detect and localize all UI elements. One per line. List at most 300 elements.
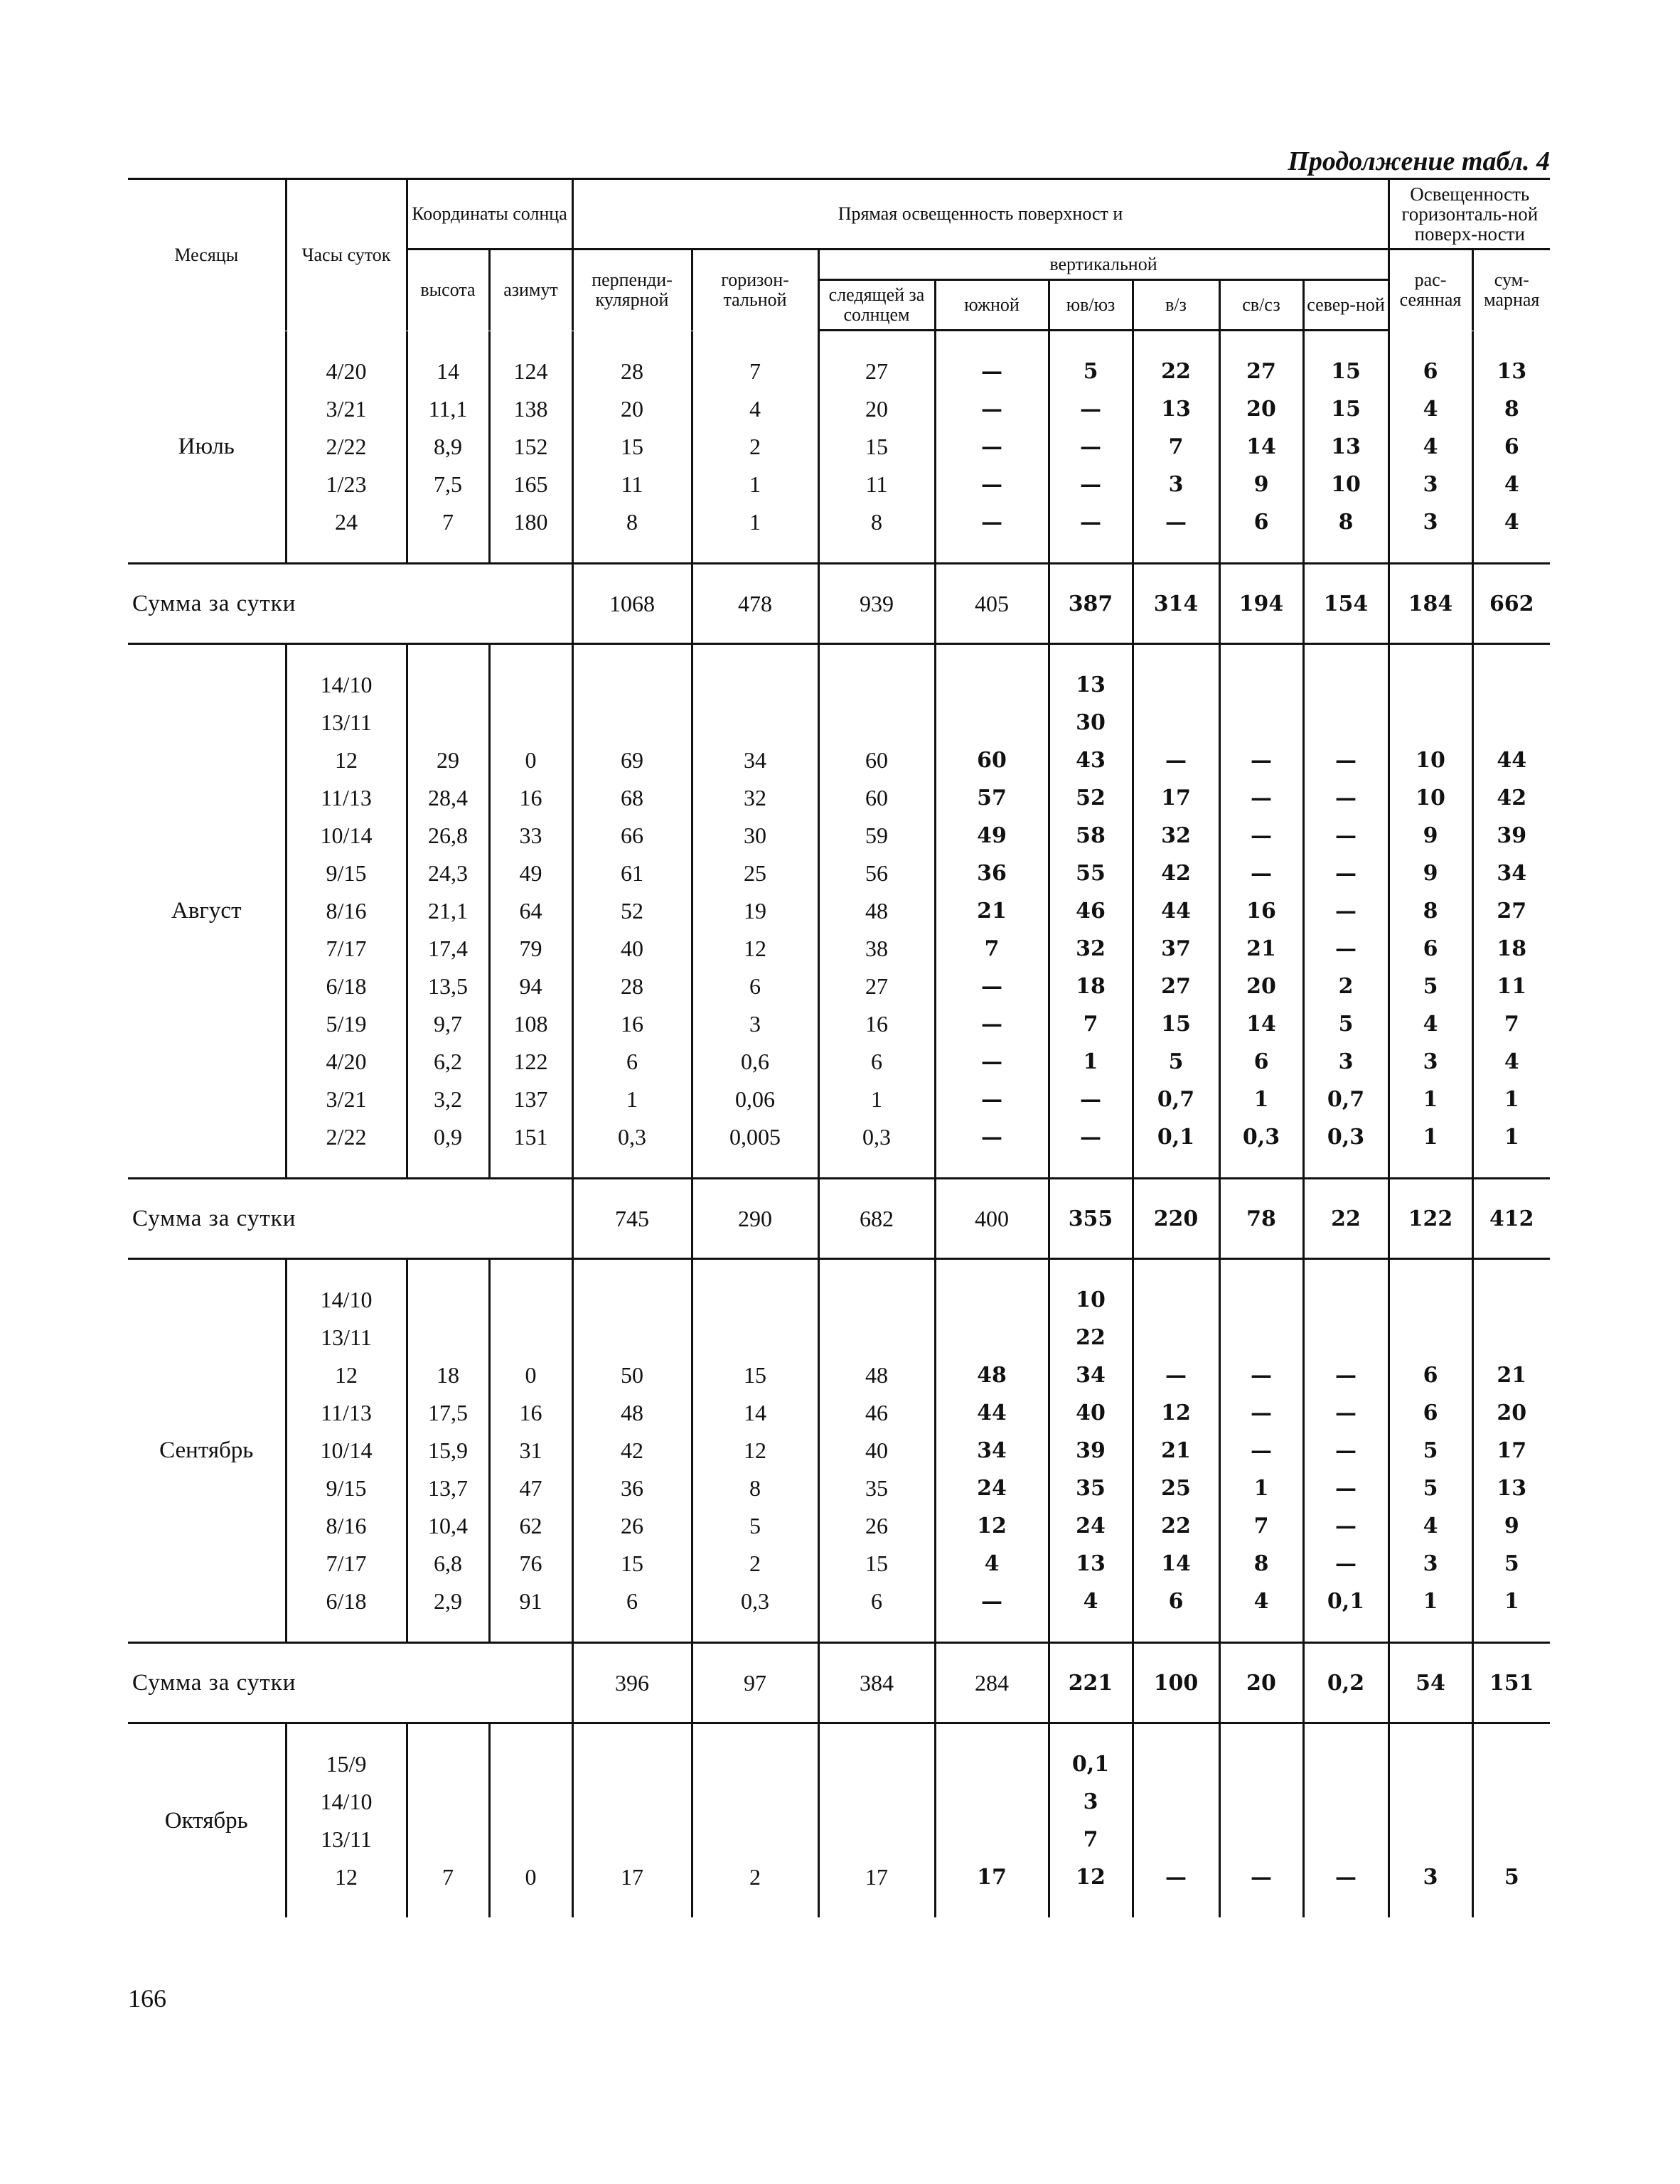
table-cell: 15 [1303, 353, 1389, 390]
header-direct-illumination: Прямая освещенность поверхност и [572, 179, 1389, 250]
table-cell: 17,5 [407, 1394, 489, 1432]
table-cell: 16 [572, 1005, 692, 1043]
table-cell: — [1303, 742, 1389, 779]
table-cell: 13/11 [286, 1319, 407, 1356]
header-perpendicular: перпенди-кулярной [572, 250, 692, 331]
table-cell: 62 [489, 1507, 572, 1545]
sum-row [128, 1643, 1550, 1723]
table-cell: — [1303, 855, 1389, 892]
table-cell: 6 [818, 1043, 935, 1081]
table-cell: 108 [489, 1005, 572, 1043]
table-cell: 0 [489, 742, 572, 779]
table-cell [818, 704, 935, 742]
table-cell: — [1303, 817, 1389, 855]
table-cell: — [1049, 1081, 1133, 1118]
table-cell: 4 [1472, 466, 1550, 503]
table-cell: 6 [1219, 503, 1303, 541]
table-cell: 12 [1049, 1858, 1133, 1896]
table-cell: 13 [1049, 666, 1133, 704]
table-cell [1472, 704, 1550, 742]
table-cell: — [1219, 1356, 1303, 1394]
table-cell: 7 [407, 503, 489, 541]
header-horizontal: горизон-тальной [692, 250, 818, 331]
table-cell [1133, 1281, 1219, 1319]
table-cell: 3 [1133, 466, 1219, 503]
table-cell: 13,5 [407, 968, 489, 1005]
table-cell: 6,8 [407, 1545, 489, 1583]
table-cell: 79 [489, 930, 572, 968]
header-horizontal-illumination: Освещенность горизонталь-ной поверх-ности [1389, 179, 1550, 250]
table-cell: — [1049, 466, 1133, 503]
table-cell: 20 [1219, 968, 1303, 1005]
table-cell: 15 [1303, 390, 1389, 428]
sum-cell: 220 [1133, 1179, 1219, 1259]
table-cell: 12 [1133, 1394, 1219, 1432]
table-cell: 6/18 [286, 1583, 407, 1620]
month-name: Июль [178, 434, 235, 459]
table-cell: 2 [692, 1545, 818, 1583]
table-cell: — [1219, 1432, 1303, 1470]
table-cell: 14 [1219, 1005, 1303, 1043]
table-cell: 17,4 [407, 930, 489, 968]
table-cell: 151 [489, 1118, 572, 1156]
table-cell [489, 1281, 572, 1319]
table-cell: 2 [692, 428, 818, 466]
table-cell: 0 [489, 1858, 572, 1896]
table-row [128, 1783, 1550, 1821]
header-sun-coords: Координаты солнца [407, 179, 572, 250]
table-cell: 40 [818, 1432, 935, 1470]
table-cell: 94 [489, 968, 572, 1005]
table-cell: 1 [572, 1081, 692, 1118]
table-cell [818, 666, 935, 704]
table-cell: 24,3 [407, 855, 489, 892]
table-cell: 11/13 [286, 779, 407, 817]
table-cell: 8 [1472, 390, 1550, 428]
table-cell: 12 [286, 1858, 407, 1896]
table-cell: 1 [1219, 1081, 1303, 1118]
table-cell [572, 1745, 692, 1783]
sum-cell: 22 [1303, 1179, 1389, 1259]
table-cell [1389, 1281, 1472, 1319]
sum-cell: 290 [692, 1179, 818, 1259]
table-cell: — [935, 353, 1049, 390]
table-cell [1303, 1821, 1389, 1858]
table-cell: — [1049, 1118, 1133, 1156]
table-cell: 0,1 [1303, 1583, 1389, 1620]
sum-cell: 284 [935, 1643, 1049, 1723]
table-cell [935, 704, 1049, 742]
table-row [128, 817, 1550, 855]
table-cell: 12 [692, 930, 818, 968]
table-cell: 56 [818, 855, 935, 892]
table-cell: — [1049, 390, 1133, 428]
table-cell [1133, 704, 1219, 742]
table-cell: 3 [1389, 466, 1472, 503]
header-south: южной [935, 280, 1049, 331]
table-cell: — [1219, 817, 1303, 855]
table-cell: 5 [1303, 1005, 1389, 1043]
table-cell: 12 [286, 742, 407, 779]
table-cell: 1 [1389, 1118, 1472, 1156]
table-cell: 3 [692, 1005, 818, 1043]
table-cell: — [1303, 892, 1389, 930]
table-cell: 124 [489, 353, 572, 390]
table-cell: 5 [1472, 1545, 1550, 1583]
table-cell: 0,06 [692, 1081, 818, 1118]
table-cell: — [1303, 930, 1389, 968]
table-cell [935, 1783, 1049, 1821]
table-cell: 13/11 [286, 1821, 407, 1858]
table-cell: 4 [1389, 1507, 1472, 1545]
table-cell [1219, 1821, 1303, 1858]
table-cell: 52 [572, 892, 692, 930]
table-cell: 28 [572, 353, 692, 390]
sum-cell: 184 [1389, 564, 1472, 644]
table-cell: 49 [489, 855, 572, 892]
table-cell [935, 666, 1049, 704]
sum-cell: 478 [692, 564, 818, 644]
table-cell: 11/13 [286, 1394, 407, 1432]
table-cell: 15 [572, 428, 692, 466]
table-cell: — [1219, 855, 1303, 892]
table-cell: 21,1 [407, 892, 489, 930]
table-cell: — [1219, 779, 1303, 817]
table-cell [489, 1745, 572, 1783]
table-cell: 1/23 [286, 466, 407, 503]
header-north: север-ной [1303, 280, 1389, 331]
sum-cell: 396 [572, 1643, 692, 1723]
table-cell: 60 [935, 742, 1049, 779]
table-cell: 7,5 [407, 466, 489, 503]
table-cell [1472, 1319, 1550, 1356]
table-cell: 1 [1049, 1043, 1133, 1081]
table-cell: 6 [1219, 1043, 1303, 1081]
table-cell: 13 [1472, 353, 1550, 390]
table-cell [1133, 1745, 1219, 1783]
illumination-table [128, 178, 1550, 1917]
sum-cell: 100 [1133, 1643, 1219, 1723]
table-cell: 28,4 [407, 779, 489, 817]
table-cell: 13 [1303, 428, 1389, 466]
table-cell: 13,7 [407, 1470, 489, 1507]
table-cell: 48 [818, 892, 935, 930]
table-cell [407, 704, 489, 742]
table-cell: 61 [572, 855, 692, 892]
table-cell [692, 1783, 818, 1821]
table-cell: 4 [1389, 1005, 1472, 1043]
table-cell: 32 [692, 779, 818, 817]
table-row [128, 1081, 1550, 1118]
table-cell: 0,9 [407, 1118, 489, 1156]
table-cell [1303, 1319, 1389, 1356]
table-cell [572, 1281, 692, 1319]
table-cell [692, 666, 818, 704]
table-cell: 29 [407, 742, 489, 779]
table-cell: 4 [1219, 1583, 1303, 1620]
table-cell: — [1049, 503, 1133, 541]
table-row [128, 428, 1550, 466]
table-cell: 10/14 [286, 817, 407, 855]
month-name: Октябрь [164, 1807, 248, 1834]
header-ne-nw: св/сз [1219, 280, 1303, 331]
table-row [128, 1507, 1550, 1545]
table-cell: 6,2 [407, 1043, 489, 1081]
table-cell: 13 [1049, 1545, 1133, 1583]
table-row [128, 503, 1550, 541]
table-cell: — [1303, 1858, 1389, 1896]
table-cell [1472, 666, 1550, 704]
month-name: Сентябрь [159, 1438, 254, 1463]
table-cell [818, 1281, 935, 1319]
table-cell: 16 [1219, 892, 1303, 930]
table-body [128, 331, 1550, 1917]
table-cell: 8,9 [407, 428, 489, 466]
table-cell: 10/14 [286, 1432, 407, 1470]
table-cell [407, 1319, 489, 1356]
table-cell: — [1303, 779, 1389, 817]
table-cell [1133, 1783, 1219, 1821]
table-cell: 4 [692, 390, 818, 428]
table-cell: 26,8 [407, 817, 489, 855]
table-cell: 64 [489, 892, 572, 930]
table-row [128, 1858, 1550, 1896]
table-cell [1389, 666, 1472, 704]
table-cell: 3 [1389, 503, 1472, 541]
table-row [128, 1545, 1550, 1583]
table-cell: 7 [1133, 428, 1219, 466]
table-cell [407, 666, 489, 704]
header-vertical: вертикальной [818, 250, 1389, 280]
table-cell: 8 [572, 503, 692, 541]
table-cell: 13 [1472, 1470, 1550, 1507]
table-cell: 33 [489, 817, 572, 855]
table-cell: — [935, 428, 1049, 466]
table-cell: 8 [692, 1470, 818, 1507]
table-cell: 10 [1049, 1281, 1133, 1319]
table-cell: 137 [489, 1081, 572, 1118]
header-diffuse: рас-сеянная [1389, 250, 1472, 331]
table-cell [935, 1319, 1049, 1356]
table-cell: 6 [1389, 930, 1472, 968]
table-cell: 14 [1133, 1545, 1219, 1583]
table-cell: 11,1 [407, 390, 489, 428]
table-cell: 1 [818, 1081, 935, 1118]
table-cell: 6 [1133, 1583, 1219, 1620]
table-cell: 8 [1219, 1545, 1303, 1583]
table-cell: 25 [1133, 1470, 1219, 1507]
table-cell: — [935, 1043, 1049, 1081]
table-cell [818, 1821, 935, 1858]
table-cell: 25 [692, 855, 818, 892]
table-cell: 10 [1389, 779, 1472, 817]
table-cell: 48 [572, 1394, 692, 1432]
table-cell [1389, 1745, 1472, 1783]
sum-cell: 412 [1472, 1179, 1550, 1259]
sum-cell: 0,2 [1303, 1643, 1389, 1723]
table-cell: 9/15 [286, 1470, 407, 1507]
table-cell: 9 [1219, 466, 1303, 503]
table-row [128, 930, 1550, 968]
table-cell: 13/11 [286, 704, 407, 742]
table-cell [407, 1821, 489, 1858]
table-cell: 12 [286, 1356, 407, 1394]
table-cell [1133, 1821, 1219, 1858]
table-cell [692, 1281, 818, 1319]
table-cell: 4 [1389, 428, 1472, 466]
table-cell: 68 [572, 779, 692, 817]
table-cell: 4 [1472, 1043, 1550, 1081]
table-cell: — [935, 466, 1049, 503]
sum-cell: 221 [1049, 1643, 1133, 1723]
sum-cell: 20 [1219, 1643, 1303, 1723]
table-cell [1219, 1783, 1303, 1821]
table-cell: — [935, 390, 1049, 428]
table-cell: 27 [1133, 968, 1219, 1005]
table-cell: — [1303, 1394, 1389, 1432]
sum-cell: 405 [935, 564, 1049, 644]
header-hours: Часы суток [286, 179, 407, 331]
table-cell [1303, 1745, 1389, 1783]
table-cell: 1 [692, 466, 818, 503]
table-cell: — [1049, 428, 1133, 466]
table-cell: 12 [692, 1432, 818, 1470]
table-row [128, 855, 1550, 892]
illumination-table-wrapper [128, 178, 1550, 1917]
table-cell: 5 [1389, 1470, 1472, 1507]
table-cell [1303, 1281, 1389, 1319]
table-cell: — [1303, 1470, 1389, 1507]
table-cell: 30 [1049, 704, 1133, 742]
table-cell: 40 [572, 930, 692, 968]
table-cell: 3 [1389, 1858, 1472, 1896]
table-cell: 76 [489, 1545, 572, 1583]
table-row [128, 1356, 1550, 1394]
table-cell: 35 [1049, 1470, 1133, 1507]
table-row [128, 742, 1550, 779]
table-cell: 52 [1049, 779, 1133, 817]
table-cell: 6 [1472, 428, 1550, 466]
sum-cell: 387 [1049, 564, 1133, 644]
header-e-w: в/з [1133, 280, 1219, 331]
table-cell: 6 [1389, 1394, 1472, 1432]
table-cell [1303, 1783, 1389, 1821]
table-cell [935, 1821, 1049, 1858]
table-cell: 1 [1389, 1081, 1472, 1118]
sum-row [128, 1179, 1550, 1259]
table-cell: 3 [1389, 1043, 1472, 1081]
table-cell [489, 1783, 572, 1821]
table-cell: 17 [1133, 779, 1219, 817]
table-cell: 8 [1389, 892, 1472, 930]
table-cell: 14/10 [286, 666, 407, 704]
table-cell: 4 [1472, 503, 1550, 541]
sum-label: Сумма за сутки [128, 564, 572, 644]
table-row [128, 1821, 1550, 1858]
table-cell: 46 [1049, 892, 1133, 930]
table-cell: 152 [489, 428, 572, 466]
table-cell: 10 [1303, 466, 1389, 503]
table-cell: 17 [818, 1858, 935, 1896]
table-cell [489, 1319, 572, 1356]
table-cell: 6 [1389, 1356, 1472, 1394]
table-cell: 5 [1049, 353, 1133, 390]
table-cell: 66 [572, 817, 692, 855]
table-cell: 6 [1389, 353, 1472, 390]
table-cell: 4 [1049, 1583, 1133, 1620]
table-cell: — [935, 1583, 1049, 1620]
table-cell [407, 1745, 489, 1783]
table-cell: — [1303, 1545, 1389, 1583]
table-cell: 8 [818, 503, 935, 541]
table-cell: 32 [1049, 930, 1133, 968]
table-cell: 2 [1303, 968, 1389, 1005]
table-cell: 3 [1049, 1783, 1133, 1821]
table-cell: 0,6 [692, 1043, 818, 1081]
table-cell: 8/16 [286, 892, 407, 930]
table-cell: 11 [572, 466, 692, 503]
table-cell: 3 [1303, 1043, 1389, 1081]
table-cell: 0,3 [692, 1583, 818, 1620]
table-cell: 4 [935, 1545, 1049, 1583]
table-cell: 3/21 [286, 390, 407, 428]
table-cell: 34 [692, 742, 818, 779]
table-cell: 11 [818, 466, 935, 503]
table-cell: 18 [1049, 968, 1133, 1005]
table-cell: — [1219, 1394, 1303, 1432]
table-cell [1133, 666, 1219, 704]
table-cell: 9/15 [286, 855, 407, 892]
table-cell: 0,1 [1133, 1118, 1219, 1156]
table-cell: 34 [1472, 855, 1550, 892]
table-cell: 39 [1472, 817, 1550, 855]
table-cell: 0,3 [818, 1118, 935, 1156]
table-cell: 14 [692, 1394, 818, 1432]
table-cell: 1 [1472, 1118, 1550, 1156]
table-cell: 9,7 [407, 1005, 489, 1043]
table-cell [1219, 1281, 1303, 1319]
table-cell [818, 1783, 935, 1821]
table-cell: 14 [1219, 428, 1303, 466]
sum-label: Сумма за сутки [128, 1643, 572, 1723]
table-cell: 34 [1049, 1356, 1133, 1394]
table-cell: 21 [1472, 1356, 1550, 1394]
table-row [128, 1745, 1550, 1783]
table-cell: — [935, 503, 1049, 541]
table-cell: 20 [1472, 1394, 1550, 1432]
table-cell: 35 [818, 1470, 935, 1507]
header-total: сум-марная [1472, 250, 1550, 331]
table-cell: 60 [818, 742, 935, 779]
table-cell: 21 [1133, 1432, 1219, 1470]
table-cell: 138 [489, 390, 572, 428]
table-cell [818, 1319, 935, 1356]
sum-cell: 384 [818, 1643, 935, 1723]
table-cell: 0 [489, 1356, 572, 1394]
table-cell: 6 [692, 968, 818, 1005]
header-months: Месяцы [128, 179, 286, 331]
table-cell: 2,9 [407, 1583, 489, 1620]
table-cell: 3/21 [286, 1081, 407, 1118]
sum-cell: 355 [1049, 1179, 1133, 1259]
table-cell: 16 [489, 1394, 572, 1432]
table-cell: 6/18 [286, 968, 407, 1005]
table-cell: — [1219, 1858, 1303, 1896]
sum-cell: 682 [818, 1179, 935, 1259]
table-cell [407, 1281, 489, 1319]
table-caption: Продолжение табл. 4 [1288, 146, 1550, 176]
table-row [128, 1432, 1550, 1470]
